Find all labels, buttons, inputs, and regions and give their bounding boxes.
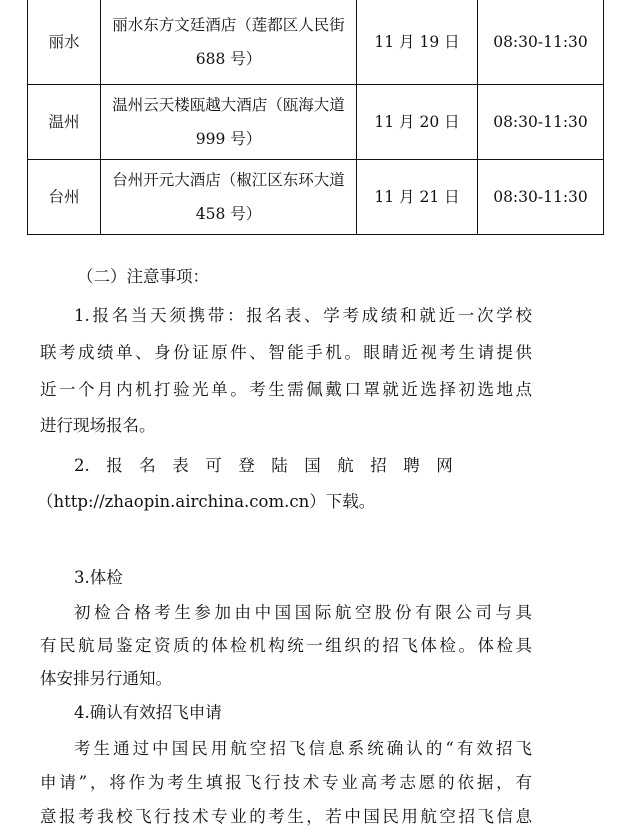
section4-line1: 考生通过中国民用航空招飞信息系统确认的“有效招飞 xyxy=(74,739,532,758)
table-row xyxy=(28,0,604,85)
note1-line3: 近一个月内机打验光单。考生需佩戴口罩就近选择初选地点 xyxy=(40,380,532,399)
section3-line3: 体安排另行通知。 xyxy=(40,669,172,688)
note1-line2: 联考成绩单、身份证原件、智能手机。眼睛近视考生请提供 xyxy=(40,343,532,362)
date-cell: 11 月 21 日 xyxy=(357,160,478,235)
section3-line1: 初检合格考生参加由中国国际航空股份有限公司与具 xyxy=(74,603,532,622)
city-cell: 温州 xyxy=(28,85,101,160)
note1-line1: 1.报名当天须携带：报名表、学考成绩和就近一次学校 xyxy=(74,306,532,325)
venue-line2: 458 号） xyxy=(195,205,262,223)
venue-cell xyxy=(101,0,357,85)
table-row xyxy=(28,160,604,235)
venue-line2: 999 号） xyxy=(195,130,262,148)
section4-line3: 意报考我校飞行技术专业的考生，若中国民用航空招飞信息 xyxy=(40,807,532,826)
section3-heading: 3.体检 xyxy=(74,568,123,587)
note2-line2: （http://zhaopin.airchina.com.cn）下载。 xyxy=(37,492,376,511)
date-cell: 11 月 19 日 xyxy=(357,0,478,85)
city-cell: 台州 xyxy=(28,160,101,235)
time-cell: 08:30-11:30 xyxy=(478,0,604,85)
note2-line1: 2. 报 名 表 可 登 陆 国 航 招 聘 网 xyxy=(74,456,453,475)
venue-cell xyxy=(101,160,357,235)
note1-line4: 进行现场报名。 xyxy=(40,416,156,435)
venue-line1: 台州开元大酒店（椒江区东环大道 xyxy=(112,171,345,189)
venue-line1: 温州云天楼瓯越大酒店（瓯海大道 xyxy=(112,96,345,114)
section3-line2: 有民航局鉴定资质的体检机构统一组织的招飞体检。体检具 xyxy=(40,636,532,655)
table-row xyxy=(28,85,604,160)
date-cell: 11 月 20 日 xyxy=(357,85,478,160)
venue-line1: 丽水东方文廷酒店（莲都区人民街 xyxy=(112,16,345,34)
schedule-table xyxy=(27,0,603,235)
section4-heading: 4.确认有效招飞申请 xyxy=(74,703,222,722)
time-cell: 08:30-11:30 xyxy=(478,85,604,160)
city-cell: 丽水 xyxy=(28,0,101,85)
venue-line2: 688 号） xyxy=(195,50,262,68)
time-cell: 08:30-11:30 xyxy=(478,160,604,235)
venue-cell xyxy=(101,85,357,160)
schedule-table-grid xyxy=(27,0,604,235)
section4-line2: 申请”，将作为考生填报飞行技术专业高考志愿的依据，有 xyxy=(40,773,532,792)
notes-heading: （二）注意事项： xyxy=(77,267,209,286)
